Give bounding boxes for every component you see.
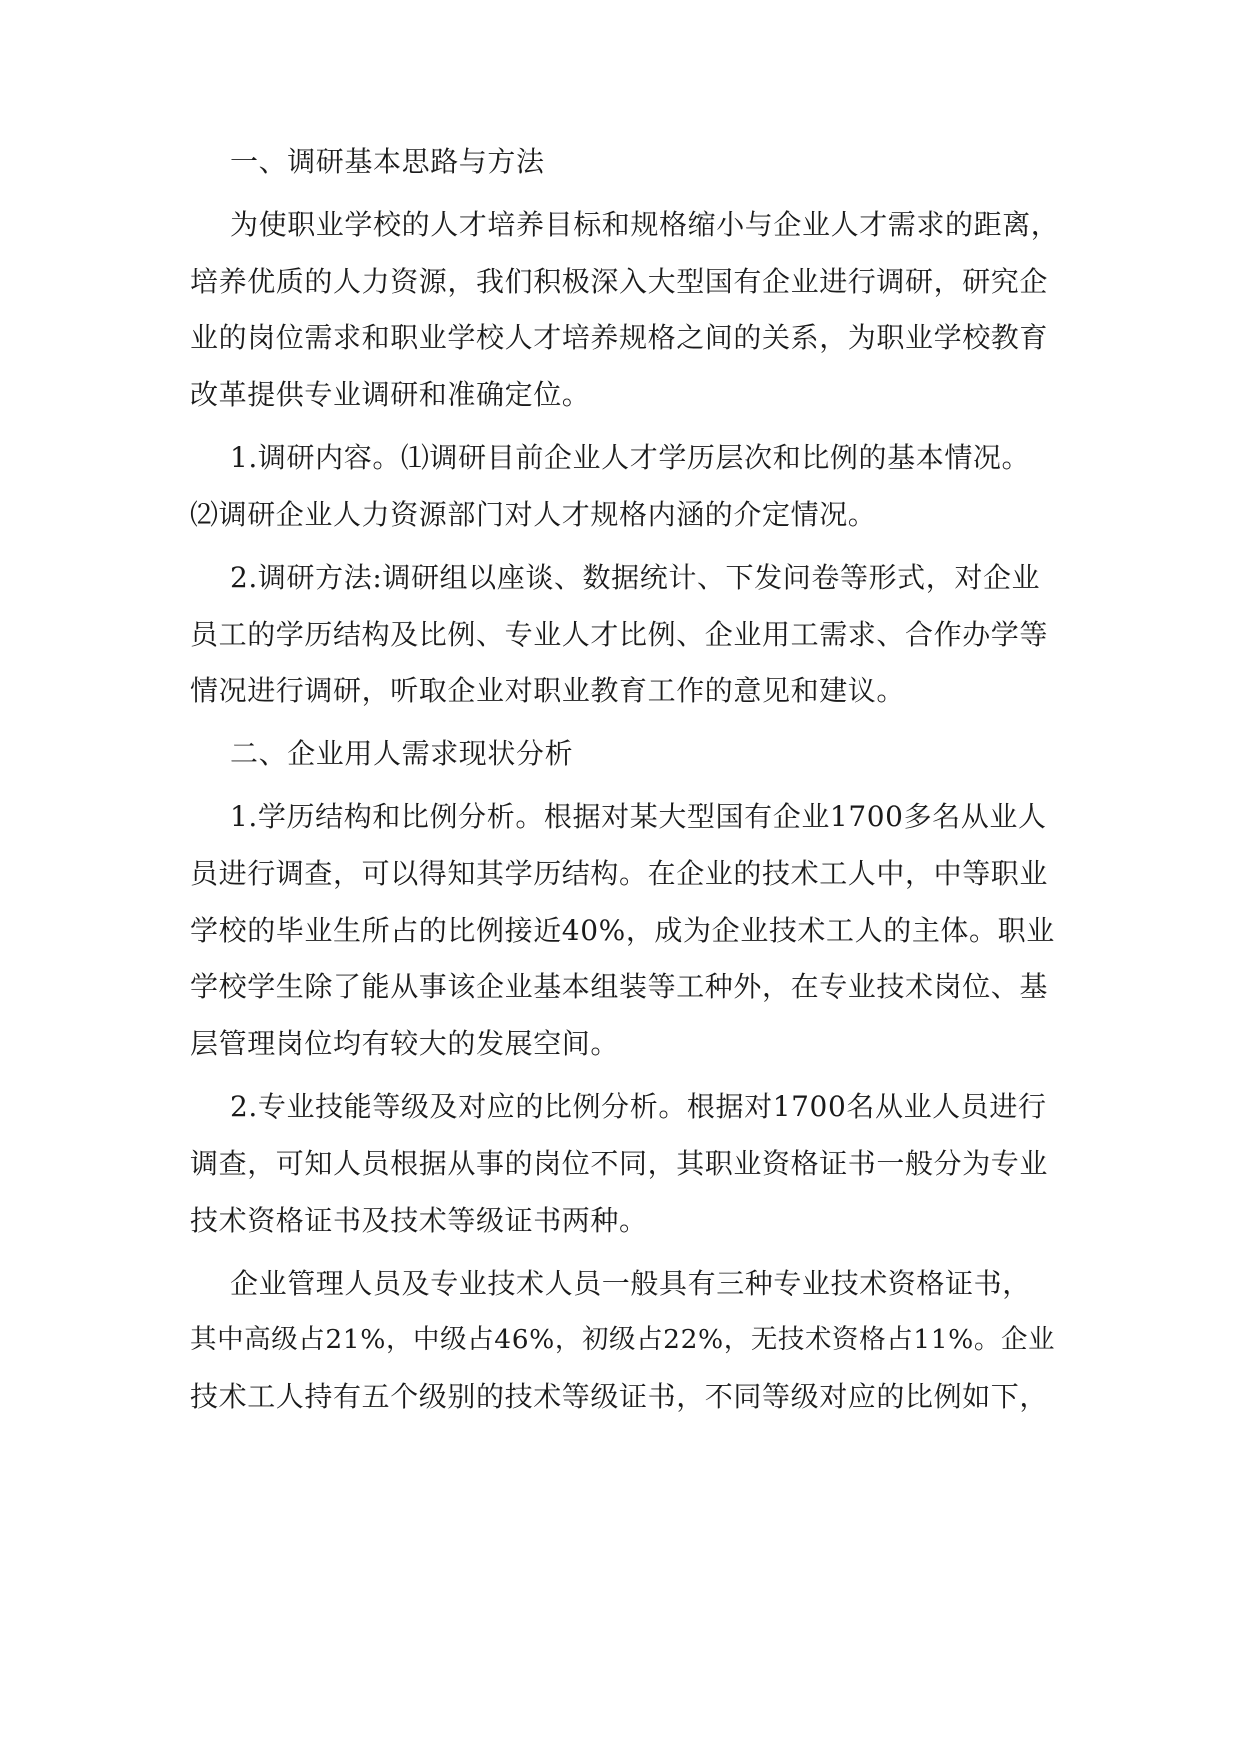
paragraph-line: 情况进行调研，听取企业对职业教育工作的意见和建议。 <box>190 674 906 707</box>
paragraph-line: 1.学历结构和比例分析。根据对某大型国有企业1700多名从业人 <box>230 800 1047 833</box>
paragraph-line: 企业管理人员及专业技术人员一般具有三种专业技术资格证书， <box>230 1267 1031 1300</box>
paragraph-line: 层管理岗位均有较大的发展空间。 <box>190 1027 620 1060</box>
paragraph-line: 学校的毕业生所占的比例接近40%，成为企业技术工人的主体。职业 <box>190 914 1055 947</box>
paragraph-line: 1.调研内容。⑴调研目前企业人才学历层次和比例的基本情况。 <box>230 441 1031 474</box>
paragraph-line: 改革提供专业调研和准确定位。 <box>190 378 591 411</box>
paragraph-line: 业的岗位需求和职业学校人才培养规格之间的关系，为职业学校教育 <box>190 321 1049 354</box>
paragraph-line: 学校学生除了能从事该企业基本组装等工种外，在专业技术岗位、基 <box>190 970 1049 1003</box>
paragraph-line: 其中高级占21%，中级占46%，初级占22%，无技术资格占11%。企业 <box>190 1324 1056 1355</box>
paragraph-line: 2.专业技能等级及对应的比例分析。根据对1700名从业人员进行 <box>230 1090 1047 1123</box>
section-heading-2: 二、企业用人需求现状分析 <box>230 737 574 770</box>
paragraph-line: 员进行调查，可以得知其学历结构。在企业的技术工人中，中等职业 <box>190 857 1049 890</box>
paragraph-line: 技术工人持有五个级别的技术等级证书，不同等级对应的比例如下， <box>190 1380 1049 1413</box>
paragraph-line: 2.调研方法:调研组以座谈、数据统计、下发问卷等形式，对企业 <box>230 561 1041 594</box>
paragraph-line: 技术资格证书及技术等级证书两种。 <box>190 1204 648 1237</box>
paragraph-line: 员工的学历结构及比例、专业人才比例、企业用工需求、合作办学等 <box>190 618 1049 651</box>
paragraph-line: 为使职业学校的人才培养目标和规格缩小与企业人才需求的距离， <box>230 208 1060 241</box>
paragraph-line: ⑵调研企业人力资源部门对人才规格内涵的介定情况。 <box>190 498 877 531</box>
paragraph-line: 培养优质的人力资源，我们积极深入大型国有企业进行调研，研究企 <box>190 265 1049 298</box>
paragraph-line: 调查，可知人员根据从事的岗位不同，其职业资格证书一般分为专业 <box>190 1147 1049 1180</box>
section-heading-1: 一、调研基本思路与方法 <box>230 145 545 178</box>
